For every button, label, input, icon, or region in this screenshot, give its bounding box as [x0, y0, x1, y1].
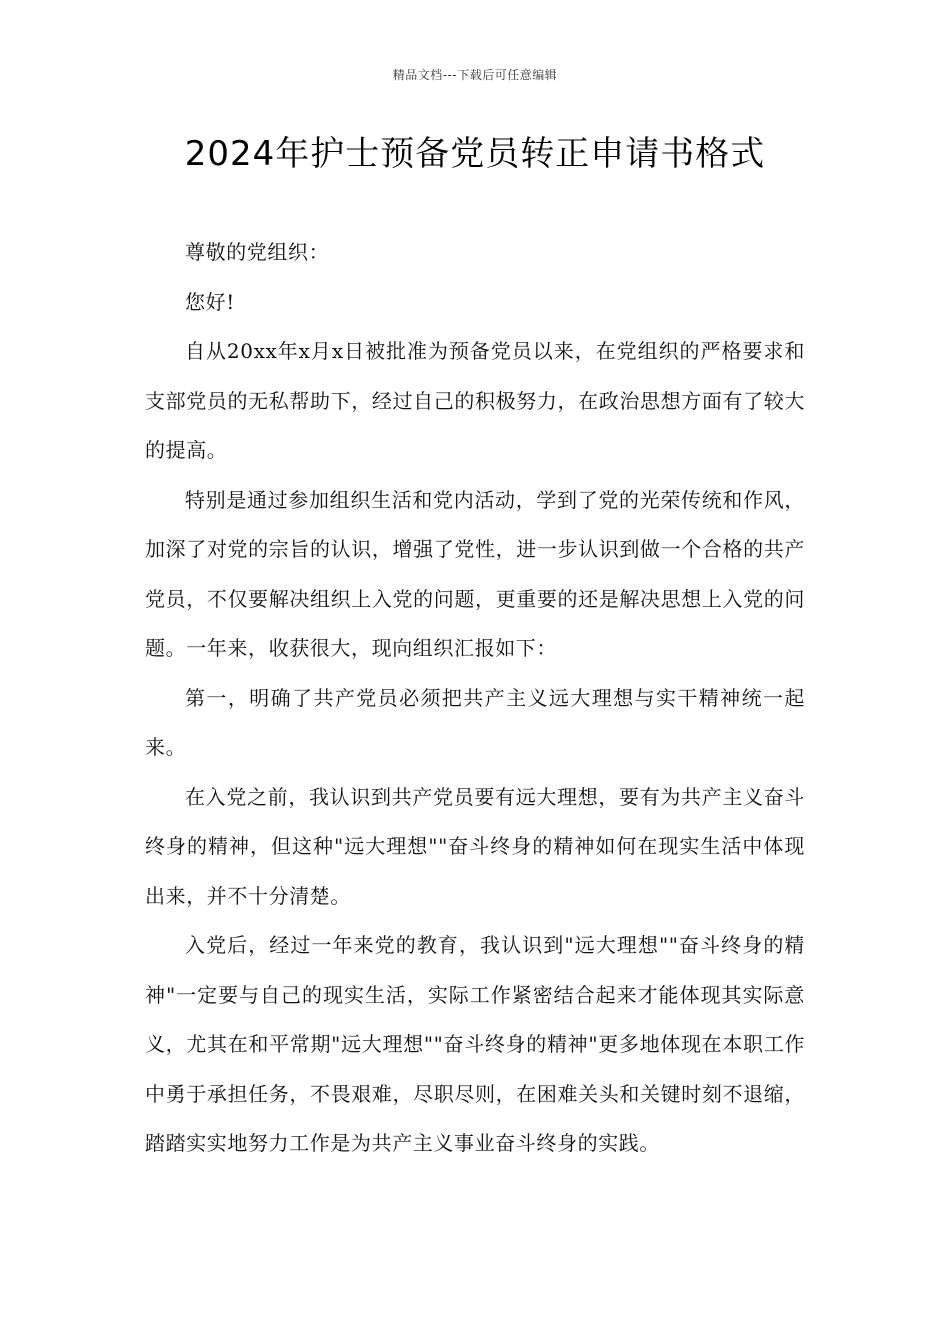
body-paragraph: 第一，明确了共产党员必须把共产主义远大理想与实干精神统一起来。 — [145, 685, 805, 759]
header-note: 精品文档---下载后可任意编辑 — [392, 68, 558, 82]
salutation: 尊敬的党组织： — [185, 240, 330, 264]
greeting: 您好! — [185, 289, 235, 314]
document-body — [145, 228, 805, 1169]
body-paragraph: 自从20xx年x月x日被批准为预备党员以来，在党组织的严格要求和支部党员的无私帮助下，经过自己的积极努力，在政治思想方面有了较大的提高。 — [145, 339, 805, 462]
body-paragraph: 入党后，经过一年来党的教育，我认识到"远大理想""奋斗终身的精神"一定要与自己的现实生活，实际工作紧密结合起来才能体现其实际意义，尤其在和平常期"远大理想""奋斗终身的精神"更多地体现在本职工作中勇于承担任务，不畏艰难，尽职尽则，在困难关头和关键时刻不退缩，踏踏实实地努力工作是为共产主义事业奋斗终身的实践。 — [145, 933, 805, 1155]
document-title: 2024年护士预备党员转正申请书格式 — [184, 134, 766, 174]
body-paragraph: 在入党之前，我认识到共产党员要有远大理想，要有为共产主义奋斗终身的精神，但这种"远大理想""奋斗终身的精神如何在现实生活中体现出来，并不十分清楚。 — [145, 784, 805, 908]
body-paragraph: 特别是通过参加组织生活和党内活动，学到了党的光荣传统和作风，加深了对党的宗旨的认识，增强了党性，进一步认识到做一个合格的共产党员，不仅要解决组织上入党的问题，更重要的还是解决思想上入党的问题。一年来，收获很大，现向组织汇报如下： — [145, 487, 805, 660]
